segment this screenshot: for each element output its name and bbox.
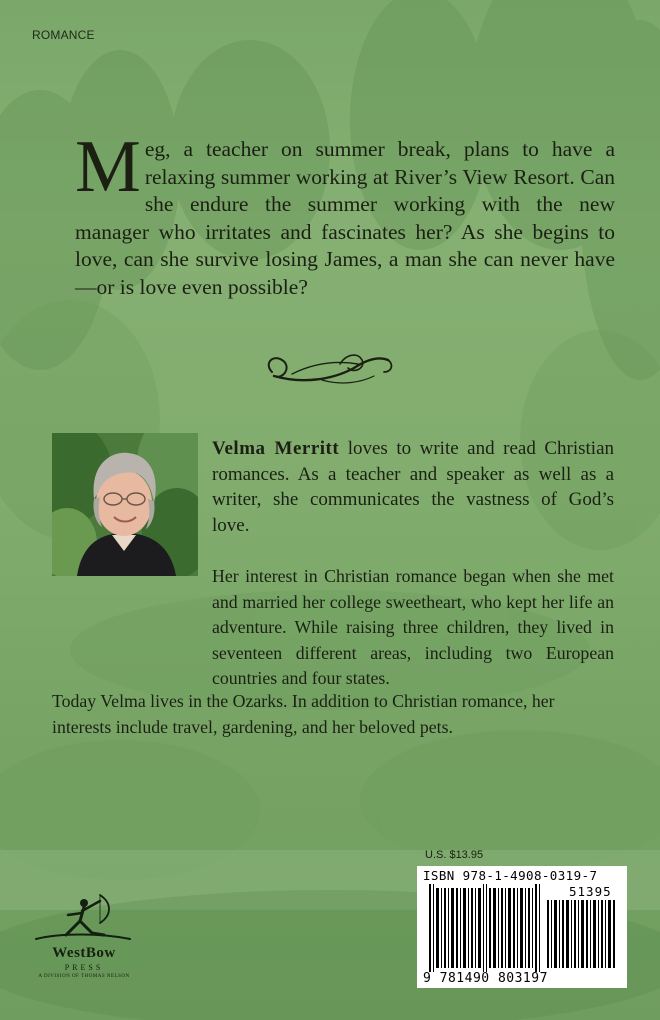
ornamental-flourish-icon: [262, 350, 398, 390]
author-bio-paragraph-2: Her interest in Christian romance began when she met and married her college sweetheart, who kept her life an adventure. While raising three children, they lived in seventeen different areas, including two European countries and four states.: [212, 566, 614, 688]
barcode-digits: 9 781490 803197: [423, 971, 548, 986]
isbn-barcode: [417, 866, 627, 988]
author-bio-intro-text: loves to write and read Christian romances. As a teacher and speaker as well as a writer, she communicates the vastness of God’s love.: [212, 438, 614, 536]
blurb-drop-cap: M: [75, 126, 141, 208]
publisher-logo: [30, 893, 140, 993]
archer-icon: [30, 893, 140, 945]
author-bio-paragraph-3: Today Velma lives in the Ozarks. In addition to Christian romance, her interests include travel, gardening, and her beloved pets.: [52, 691, 555, 737]
blurb-text: eg, a teacher on summer break, plans to have a relaxing summer working at River’s View Resort. Can she endure the summer working with the new manager who irritates and fascinates her? As she begins to love, can she survive losing James, a man she can never have—or is love even possible?: [75, 137, 615, 299]
publisher-name: WestBow: [52, 945, 116, 961]
genre-label: ROMANCE: [32, 28, 95, 42]
isbn-label: ISBN 978-1-4908-0319-7: [423, 868, 598, 883]
publisher-division: A DIVISION OF THOMAS NELSON: [38, 974, 130, 979]
barcode-bars-icon: [417, 866, 627, 988]
price-label: U.S. $13.95: [425, 849, 484, 861]
author-name: Velma Merritt: [212, 438, 340, 459]
author-photo: [52, 433, 198, 576]
book-blurb: [75, 126, 615, 301]
publisher-sub: PRESS: [64, 963, 104, 972]
author-bio-intro: [212, 436, 614, 538]
price-code: 51395: [569, 884, 612, 899]
